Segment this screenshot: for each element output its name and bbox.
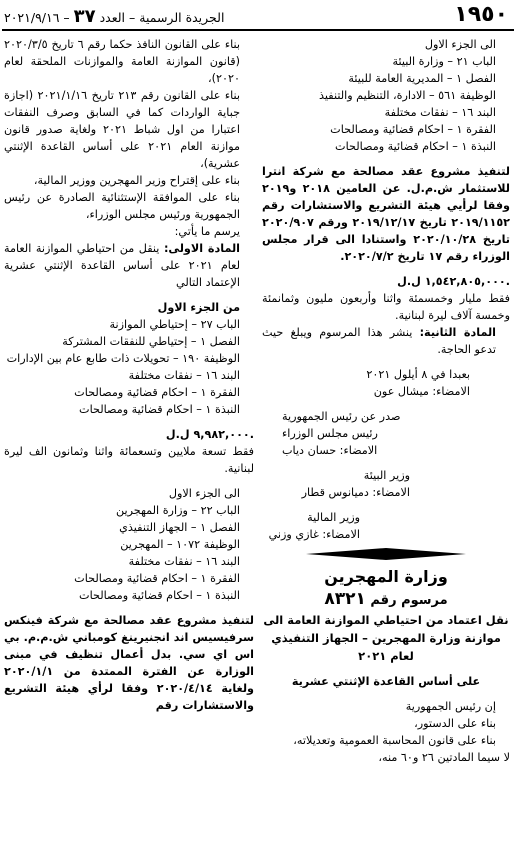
fin-minister-title: وزير المالية [307,511,360,524]
purpose-text: لتنفيذ مشروع عقد مصالحة مع شركة فينكس سرفيسيس اند انجنيرينغ كومباني ش.م.م. بي اس اي سي. بدل أعمال تنظيف في مبنى الوزارة عن الفترة الممتدة من ٢٠٢٠/١/١ ولغاية ٢٠٢٠/٤/١٤ وفقا لرأي هيئة التشريع والاستشارات رقم [4,614,254,712]
amount-words: فقط مليار وخمسمئة واثنا وأربعون مليون وثمانمئة وخمسة آلاف ليرة لبنانية. [262,292,510,322]
article1-text: ينقل من احتياطي الموازنة العامة لعام ٢٠٢١ على أساس القاعدة الإثنتي عشرية الإعتماد التالي [4,242,240,289]
law-reference-2: بناء على القانون رقم ٢١٣ تاريخ ٢٠٢١/١/١٦ (اجازة جباية الواردات كما في السابق وصرف النفقات اعتبارا من اول شباط ٢٠٢١ ولغاية صدور قانون موازنة العام ٢٠٢١ على أساس القاعدة الإثنتي عشرية)، [4,89,240,170]
signature-pm: الامضاء: حسان دياب [282,444,378,457]
constitution-line: بناء على الدستور، [414,717,496,730]
page-number: ١٩٥٠ [454,2,508,27]
header-rule [2,29,514,31]
law-reference-1: بناء على القانون النافذ حكما رقم ٦ تاريخ ٢٠٢٠/٣/٥ (قانون الموازنة العامة والموازنات الملحقة لعام ٢٠٢٠)، [4,38,240,85]
alloc-line: الوظيفة ٥٦١ – الادارة، التنظيم والتنفيذ [319,89,496,102]
alloc-line: الباب ٢٧ – إحتياطي الموازنة [109,318,240,331]
article2-label: المادة الثانية: [419,326,497,339]
alloc-line: الفصل ١ – المديرية العامة للبيئة [348,72,496,85]
president-line: إن رئيس الجمهورية [405,700,496,713]
issue-label: العدد [99,10,126,25]
amount: ٩,٩٨٢,٠٠٠ ل.ل. [165,428,254,441]
right-column [262,36,510,766]
alloc-line: البند ١٦ – نفقات مختلفة [128,369,240,382]
decree-label: مرسوم رقم [370,593,448,608]
alloc-line: الفقرة ١ – احكام قضائية ومصالحات [74,572,240,585]
decree-number: ٨٣٢١ [324,589,366,609]
from-part: من الجزء الاول [157,301,240,314]
pm-title: رئيس مجلس الوزراء [282,427,378,440]
proposal-line: بناء على إقتراح وزير المهجرين ووزير المالية، [33,174,240,187]
alloc-line: النبذة ١ – احكام قضائية ومصالحات [335,140,496,153]
gazette-name: الجريدة الرسمية [139,10,225,25]
issue-number: ٣٧ [73,6,96,27]
ministry-title: وزارة المهجرين [324,567,448,586]
alloc-line: الباب ٢٢ – وزارة المهجرين [115,504,240,517]
amount-words: فقط تسعة ملايين وتسعمائة واثنا وثمانون الف ليرة لبنانية. [4,445,254,475]
amount: ١,٥٤٢,٨٠٥,٠٠٠ ل.ل. [397,275,510,288]
approval-line: بناء على الموافقة الإستثنائية الصادرة عن رئيس الجمهورية ورئيس مجلس الوزراء، [4,191,240,221]
alloc-line: النبذة ١ – احكام قضائية ومصالحات [79,589,240,602]
alloc-line: الوظيفة ١٠٧٢ – المهجرين [120,538,240,551]
accounting-law-line2: لا سيما المادتين ٢٦ و٦٠ منه، [378,751,510,764]
decree-subject: نقل اعتماد من احتياطي الموازنة العامة الى موازنة وزارة المهجرين – الجهاز التنفيذي لعام ٢٠٢١ [263,613,509,663]
issue-date: ٢٠٢١/٩/١٦ [4,10,60,25]
alloc-line: البند ١٦ – نفقات مختلفة [128,555,240,568]
signature-president: الامضاء: ميشال عون [373,385,470,398]
separator-ornament [262,547,510,561]
issue-place-date: بعبدا في ٨ أيلول ٢٠٢١ [366,368,470,381]
alloc-line: الى الجزء الاول [168,487,240,500]
left-column [4,36,254,714]
gazette-header: الجريدة الرسمية – العدد ٣٧ – ٢٠٢١/٩/١٦ [4,6,225,27]
alloc-line: الباب ٢١ – وزارة البيئة [392,55,496,68]
signature-fin: الامضاء: غازي وزني [268,528,360,541]
issued-by: صدر عن رئيس الجمهورية [282,410,401,423]
decree-basis: على أساس القاعدة الإثنتي عشرية [291,675,481,688]
alloc-line: الفصل ١ – إحتياطي للنفقات المشتركة [62,335,240,348]
alloc-line: الوظيفة ١٩٠ – تحويلات ذات طابع عام بين الإدارات [6,352,240,365]
page-header [0,0,516,30]
signature-env: الامضاء: دميانوس قطار [301,486,410,499]
article2-text: ينشر هذا المرسوم ويبلغ حيث تدعو الحاجة. [262,326,496,356]
alloc-line: الفصل ١ – الجهاز التنفيذي [119,521,240,534]
alloc-line: البند ١٦ – نفقات مختلفة [384,106,496,119]
alloc-line: الفقرة ١ – احكام قضائية ومصالحات [330,123,496,136]
purpose-text: لتنفيذ مشروع عقد مصالحة مع شركة انترا للاستثمار ش.م.ل. عن العامين ٢٠١٨ و٢٠١٩ وفقا لرأيي هيئة التشريع والاستشارات رقم ٢٠١٩/١١٥٢ تاريخ ٢٠١٩/١٢/١٧ ورقم ٢٠٢٠/٩٠٧ تاريخ ٢٠٢٠/١٠/٢٨ واستنادا الى قرار مجلس الوزراء رقم ١٧ تاريخ ٢٠٢٠/٧/٢. [262,165,511,263]
decree-heading [262,589,510,611]
alloc-line: الى الجزء الاول [424,38,496,51]
env-minister-title: وزير البيئة [363,469,410,482]
alloc-line: الفقرة ١ – احكام قضائية ومصالحات [74,386,240,399]
decrees-line: يرسم ما يأتي: [174,225,240,238]
accounting-law-line: بناء على قانون المحاسبة العمومية وتعديلاته، [293,734,496,747]
alloc-line: النبذة ١ – احكام قضائية ومصالحات [79,403,240,416]
article1-label: المادة الاولى: [163,242,241,255]
